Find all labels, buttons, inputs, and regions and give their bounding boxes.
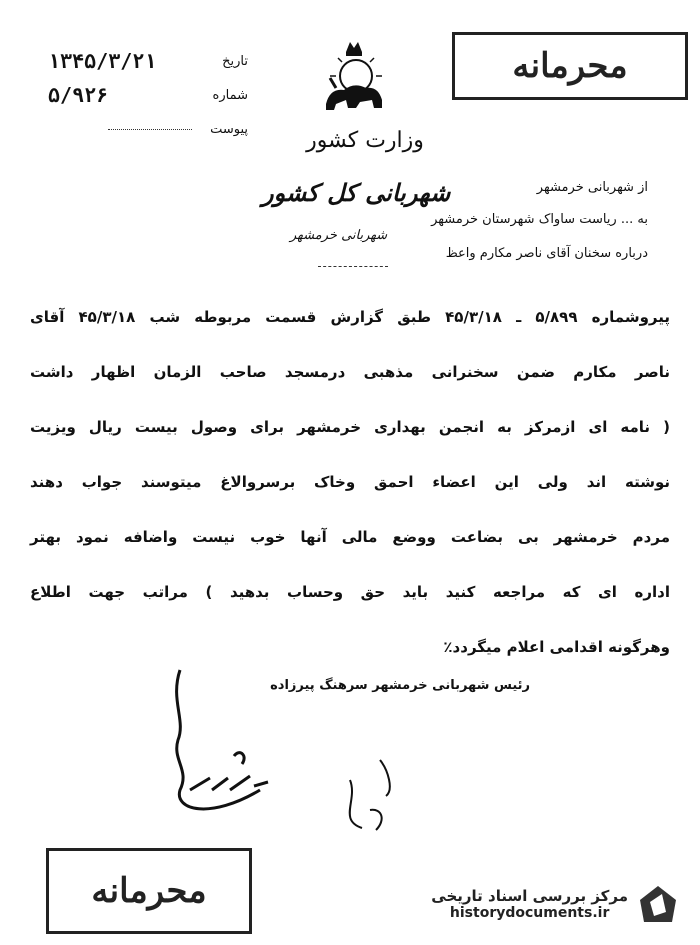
body-line: ناصر مکارم ضمن سخنرانی مذهبی درمسجد صاحب الزمان اظهار داشت — [30, 363, 670, 381]
number-value: ۵/۹۲۶ — [48, 83, 109, 107]
body-line: مردم خرمشهر بی بضاعت ووضع مالی آنها خوب نیست واضافه نمود بهتر — [30, 528, 670, 546]
lion-and-sun-emblem-icon — [316, 38, 392, 116]
to-value: ریاست ساواک شهرستان خرمشهر — [431, 212, 617, 227]
handwritten-recipient-sub: شهربانی خرمشهر — [290, 228, 388, 243]
attachment-row — [48, 112, 248, 146]
from-label: از — [638, 180, 648, 195]
body-line: پیروشماره ۵/۸۹۹ ـ ۴۵/۳/۱۸ طبق گزارش قسمت مربوطه شب ۴۵/۳/۱۸ آقای — [30, 308, 670, 326]
confidential-stamp-bottom: محرمانه — [46, 848, 252, 934]
body-line: ( نامه ای ازمرکز به انجمن بهداری خرمشهر برای وصول بیست ریال ویزیت — [30, 418, 670, 436]
date-row — [48, 44, 248, 78]
body-line: اداره ای که مراجعه کنید باید حق وحساب بدهید ) مراتب جهت اطلاع — [30, 583, 670, 601]
subject-line — [446, 246, 648, 261]
from-line — [537, 180, 648, 195]
subject-value: سخنان آقای ناصر مکارم واعظ — [445, 246, 612, 261]
archive-logo-icon — [636, 882, 680, 926]
confidential-stamp-top: محرمانه — [452, 32, 688, 100]
archive-watermark — [431, 882, 680, 926]
body-line: نوشته اند ولی این اعضاء احمق وخاک برسروالاغ میتوسند جواب دهند — [30, 473, 670, 491]
attachment-blank — [108, 128, 192, 130]
letter-meta — [48, 44, 248, 146]
subject-underline — [318, 266, 388, 267]
watermark-url: historydocuments.ir — [449, 905, 610, 921]
watermark-title: مرکز بررسی اسناد تاریخی — [431, 887, 628, 905]
letter-body — [30, 290, 670, 675]
signer-line: رئیس شهربانی خرمشهر سرهنگ پیرزاده — [270, 678, 530, 693]
number-row — [48, 78, 248, 112]
date-value: ۱۳۴۵/۳/۲۱ — [48, 49, 157, 73]
body-line: وهرگونه اقدامی اعلام میگردد٪ — [443, 638, 670, 656]
from-value: شهربانی خرمشهر — [536, 180, 634, 195]
handwritten-recipient: شهربانی کل کشور — [262, 178, 451, 207]
ministry-title: وزارت کشور — [306, 128, 424, 153]
watermark-text — [431, 887, 628, 921]
date-label: تاریخ — [222, 53, 248, 69]
number-label: شماره — [212, 87, 248, 103]
to-line: به ... ریاست ساواک شهرستان خرمشهر — [431, 212, 648, 227]
handwritten-signature-icon — [150, 660, 400, 850]
to-label: به — [637, 212, 648, 227]
subject-label: درباره — [615, 246, 648, 261]
attachment-label: پیوست — [210, 121, 248, 137]
